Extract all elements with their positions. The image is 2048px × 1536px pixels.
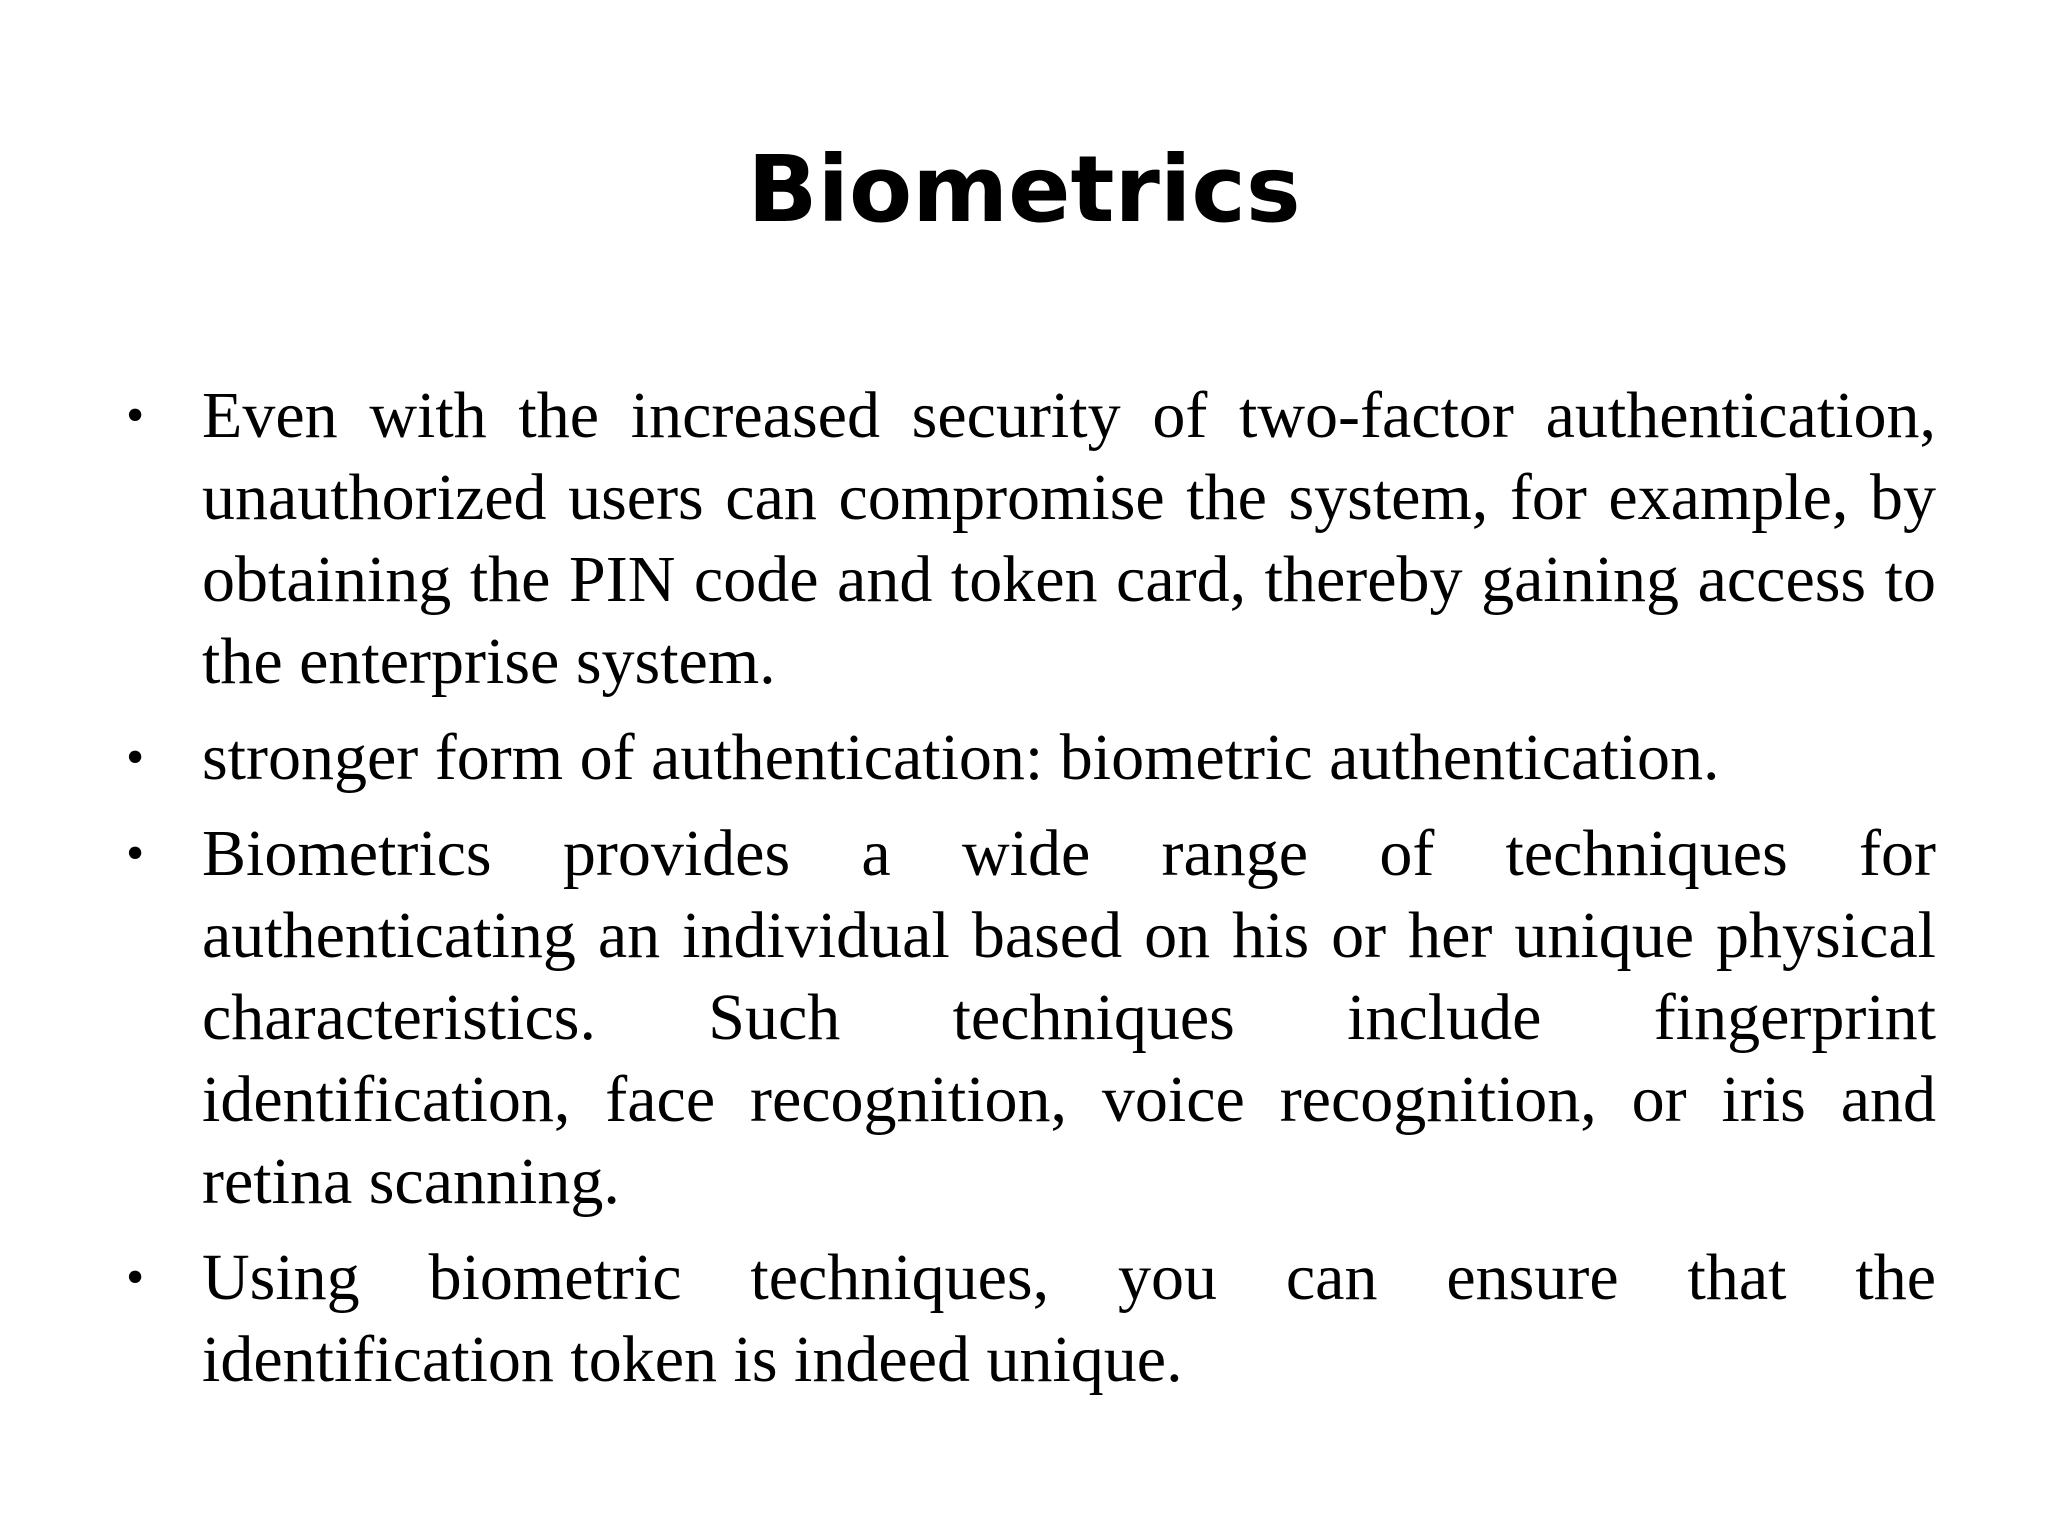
bullet-text: Even with the increased security of two-factor authentication, unauthorized users can compromise the system, for example, by obtaining the PIN code and token card, thereby gaining access to the enterprise system. — [202, 379, 1936, 698]
bullet-item-stronger-form — [126, 717, 1936, 799]
bullet-icon: • — [126, 825, 145, 882]
bullet-icon: • — [126, 1249, 145, 1306]
slide-title: Biometrics — [747, 136, 1301, 243]
bullet-item-two-factor — [126, 375, 1936, 703]
bullet-icon: • — [126, 387, 145, 444]
bullet-icon: • — [126, 729, 145, 786]
bullet-list — [126, 375, 1936, 1415]
bullet-text: Using biometric techniques, you can ensure that the identification token is indeed unique. — [202, 1241, 1936, 1396]
bullet-text: stronger form of authentication: biometric authentication. — [202, 721, 1720, 794]
bullet-text: Biometrics provides a wide range of techniques for authenticating an individual based on his or her unique physical characteristics. Such techniques include fingerprint identification, face recognition, voice recognition, or iris and retina scanning. — [202, 817, 1936, 1218]
bullet-item-unique-token — [126, 1237, 1936, 1401]
bullet-item-techniques — [126, 813, 1936, 1223]
